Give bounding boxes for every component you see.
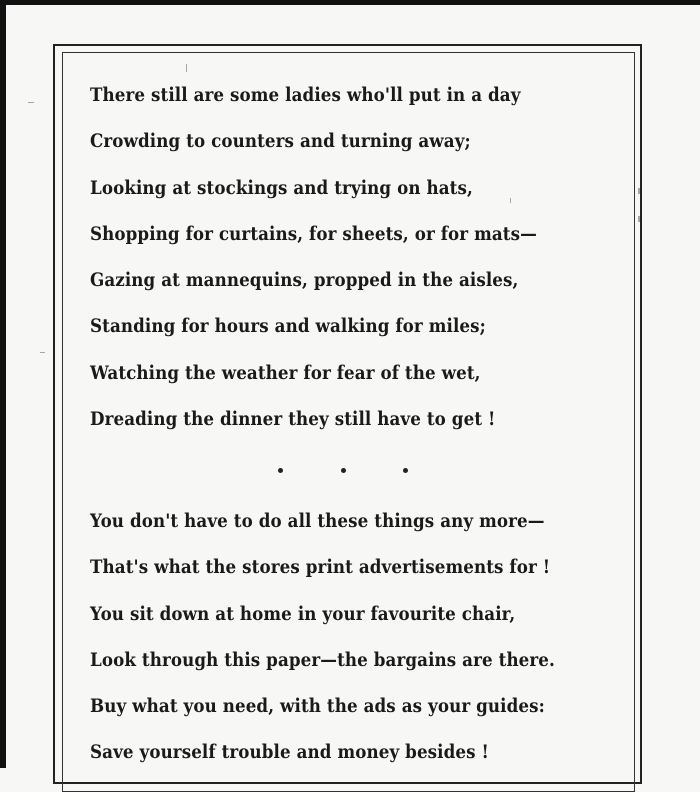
poem-line: Shopping for curtains, for sheets, or for mats—: [90, 222, 537, 245]
poem-line: There still are some ladies who'll put in a day: [90, 84, 521, 106]
separator-dot: [278, 468, 283, 473]
poem-line: Look through this paper—the bargains are there.: [90, 648, 555, 671]
poem-line: You don't have to do all these things any more—: [90, 510, 545, 532]
separator-dot: [403, 468, 408, 473]
print-speck: [638, 216, 640, 222]
separator-dot: [341, 468, 346, 473]
poem-line: Buy what you need, with the ads as your guides:: [90, 695, 545, 718]
poem-line: Save yourself trouble and money besides !: [90, 741, 489, 764]
top-border-rule: [0, 0, 700, 5]
stanza-two: [90, 506, 610, 784]
poem-line: Crowding to counters and turning away;: [90, 130, 471, 153]
print-speck: [28, 102, 34, 103]
print-speck: [186, 64, 187, 72]
poem-line: Watching the weather for fear of the wet,: [90, 361, 481, 384]
stanza-one: [90, 80, 610, 450]
print-speck: [510, 198, 511, 203]
poem-line: Dreading the dinner they still have to get !: [90, 408, 496, 431]
stanza-separator: [270, 462, 420, 482]
left-border-rule: [0, 0, 6, 768]
print-speck: [40, 352, 45, 353]
poem-line: That's what the stores print advertisements for !: [90, 556, 551, 579]
print-speck: [638, 188, 640, 194]
poem-line: Looking at stockings and trying on hats,: [90, 176, 473, 199]
poem-line: You sit down at home in your favourite chair,: [90, 602, 516, 625]
poem-line: Standing for hours and walking for miles;: [90, 315, 486, 338]
poem-line: Gazing at mannequins, propped in the aisles,: [90, 269, 519, 292]
